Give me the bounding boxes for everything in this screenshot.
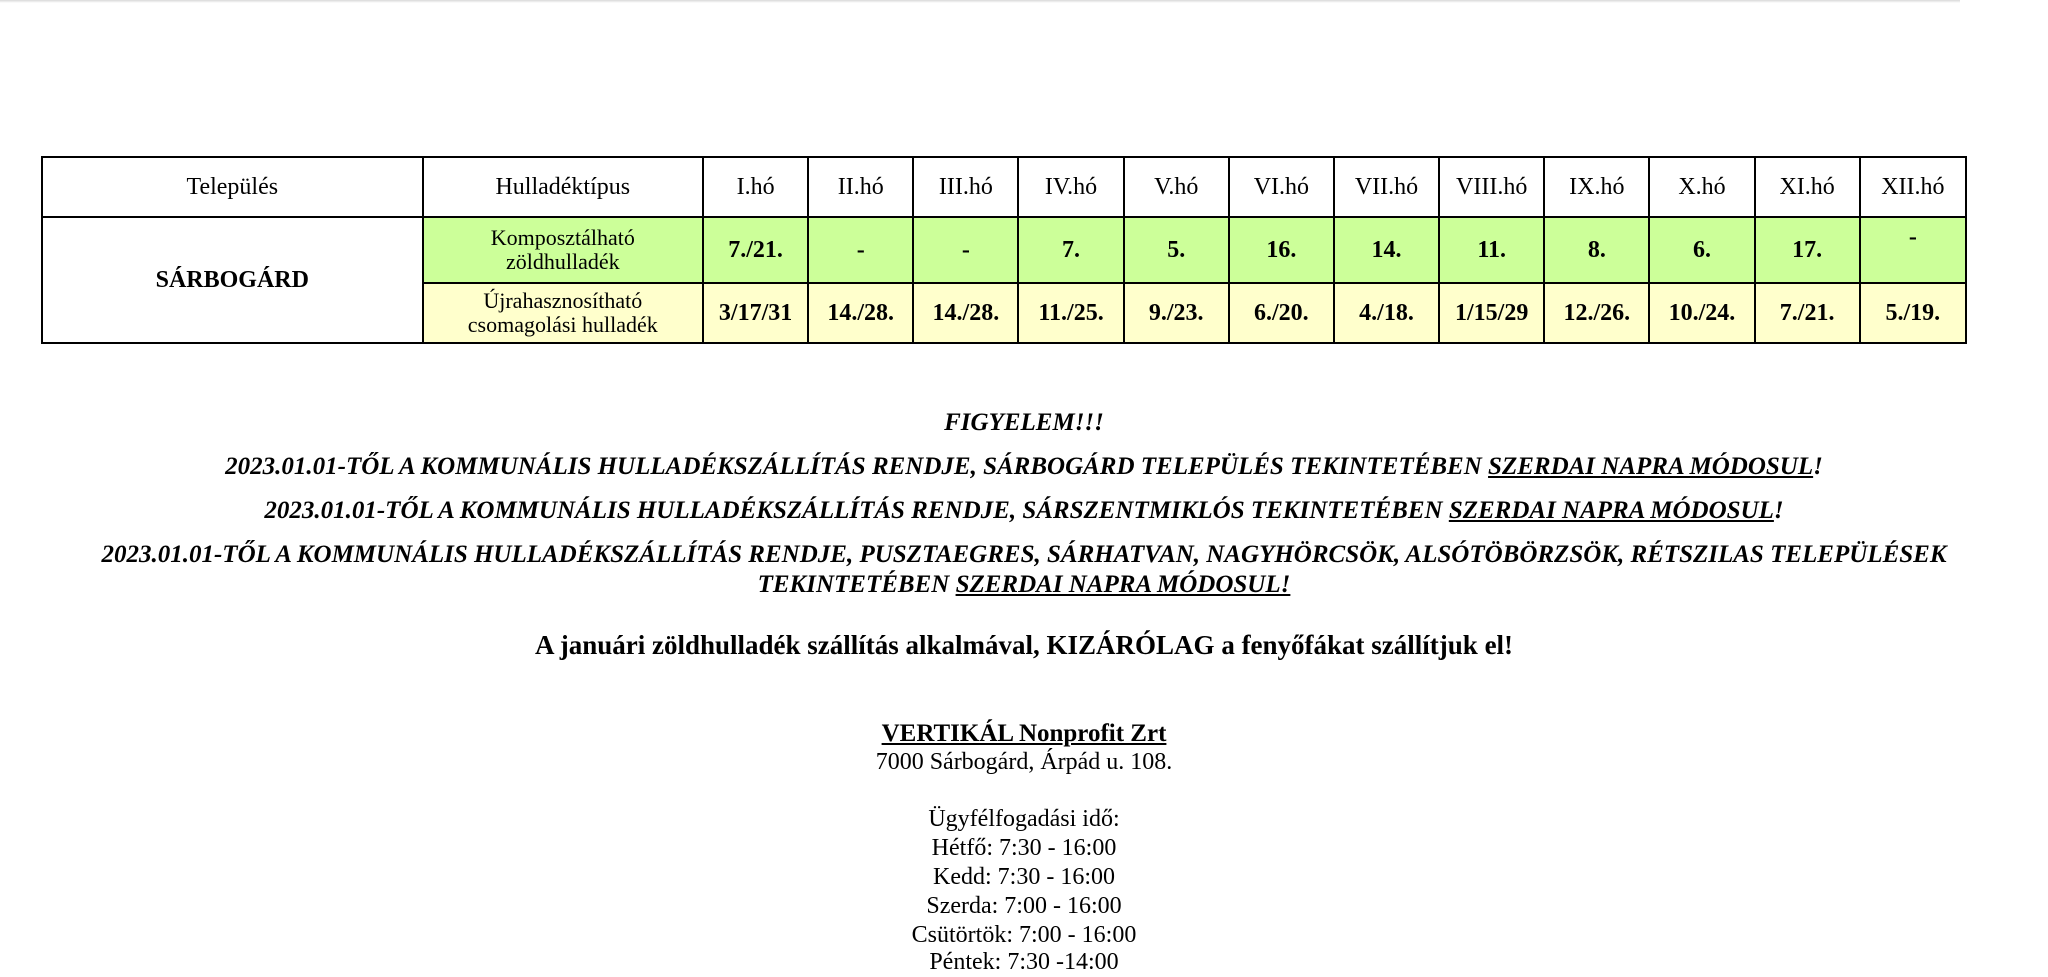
office-hours-friday: Péntek: 7:30 -14:00 <box>929 949 1119 975</box>
company-name: VERTIKÁL Nonprofit Zrt <box>881 720 1167 747</box>
notice-suffix: ! <box>1813 453 1823 480</box>
header-cell: VIII.hó <box>1439 157 1544 217</box>
january-note-text: A januári zöldhulladék szállítás alkalmával, <box>534 630 1047 660</box>
notice-underline: SZERDAI NAPRA MÓDOSUL <box>1448 497 1774 524</box>
header-cell: X.hó <box>1649 157 1754 217</box>
waste-type-line1: Újrahasznosítható <box>483 287 643 313</box>
date-cell: 10./24. <box>1649 283 1754 343</box>
date-cell: 7./21. <box>1755 283 1860 343</box>
date-cell: - <box>1860 217 1966 283</box>
january-note <box>0 631 2048 660</box>
january-note-emph: KIZÁRÓLAG <box>1046 630 1215 660</box>
table-row-green-waste <box>42 217 1966 283</box>
header-cell: XI.hó <box>1755 157 1860 217</box>
town-cell: SÁRBOGÁRD <box>42 217 423 343</box>
header-cell: IX.hó <box>1544 157 1649 217</box>
date-cell: 14./28. <box>913 283 1018 343</box>
date-cell: 3/17/31 <box>703 283 808 343</box>
date-cell: 6./20. <box>1229 283 1334 343</box>
waste-type-cell <box>423 283 703 343</box>
waste-type-line2: csomagolási hulladék <box>467 312 658 337</box>
date-cell: 16. <box>1229 217 1334 283</box>
date-cell: 14. <box>1334 217 1439 283</box>
notice-other-towns-line2 <box>0 570 2048 600</box>
date-cell: 4./18. <box>1334 283 1439 343</box>
date-cell: 17. <box>1755 217 1860 283</box>
notice-title: FIGYELEM!!! <box>944 409 1104 436</box>
header-cell: Hulladéktípus <box>423 157 703 217</box>
notice-text: TEKINTETÉBEN <box>757 571 956 598</box>
date-cell: 6. <box>1649 217 1754 283</box>
notice-other-towns-line1: 2023.01.01-TŐL A KOMMUNÁLIS HULLADÉKSZÁLLÍTÁS RENDJE, PUSZTAEGRES, SÁRHATVAN, NAGYHÖRCSÖK, ALSÓTÖBÖRZSÖK, RÉTSZILAS TELEPÜLÉSEK <box>101 541 1947 568</box>
january-note-suffix: a fenyőfákat szállítjuk el! <box>1214 630 1514 660</box>
date-cell: - <box>808 217 913 283</box>
waste-type-line1: Komposztálható <box>490 224 635 250</box>
notice-underline: SZERDAI NAPRA MÓDOSUL! <box>955 571 1291 598</box>
header-cell: I.hó <box>703 157 808 217</box>
header-cell: IV.hó <box>1018 157 1123 217</box>
date-cell: 7./21. <box>703 217 808 283</box>
top-shadow <box>0 0 1960 3</box>
notice-underline: SZERDAI NAPRA MÓDOSUL <box>1488 453 1814 480</box>
notice-text: 2023.01.01-TŐL A KOMMUNÁLIS HULLADÉKSZÁLLÍTÁS RENDJE, SÁRSZENTMIKLÓS TEKINTETÉBEN <box>264 497 1449 524</box>
office-hours-monday: Hétfő: 7:30 - 16:00 <box>931 835 1117 861</box>
office-hours-title: Ügyfélfogadási idő: <box>928 806 1120 832</box>
waste-type-line2: zöldhulladék <box>505 249 620 274</box>
header-cell: II.hó <box>808 157 913 217</box>
table-header-row <box>42 157 1966 217</box>
date-cell: 12./26. <box>1544 283 1649 343</box>
header-cell: VI.hó <box>1229 157 1334 217</box>
date-cell: 1/15/29 <box>1439 283 1544 343</box>
date-cell: 14./28. <box>808 283 913 343</box>
header-cell: VII.hó <box>1334 157 1439 217</box>
header-cell: V.hó <box>1124 157 1229 217</box>
office-hours-thursday: Csütörtök: 7:00 - 16:00 <box>911 922 1137 948</box>
date-cell: 5. <box>1124 217 1229 283</box>
office-hours-tuesday: Kedd: 7:30 - 16:00 <box>933 864 1115 890</box>
company-address: 7000 Sárbogárd, Árpád u. 108. <box>875 749 1173 775</box>
header-cell: III.hó <box>913 157 1018 217</box>
date-cell: 5./19. <box>1860 283 1966 343</box>
date-cell: 7. <box>1018 217 1123 283</box>
notice-sarbogard <box>0 452 2048 482</box>
header-cell: XII.hó <box>1860 157 1966 217</box>
office-hours-wednesday: Szerda: 7:00 - 16:00 <box>926 893 1122 919</box>
notice-suffix: ! <box>1773 497 1784 524</box>
date-cell: 8. <box>1544 217 1649 283</box>
collection-schedule-table <box>41 156 1967 344</box>
date-cell: 11./25. <box>1018 283 1123 343</box>
header-cell: Település <box>42 157 423 217</box>
waste-type-cell <box>423 217 703 283</box>
date-cell: 11. <box>1439 217 1544 283</box>
date-cell: 9./23. <box>1124 283 1229 343</box>
notice-text: 2023.01.01-TŐL A KOMMUNÁLIS HULLADÉKSZÁLLÍTÁS RENDJE, SÁRBOGÁRD TELEPÜLÉS TEKINTETÉBEN <box>225 453 1489 480</box>
notice-sarszentmiklos <box>0 496 2048 526</box>
date-cell: - <box>913 217 1018 283</box>
